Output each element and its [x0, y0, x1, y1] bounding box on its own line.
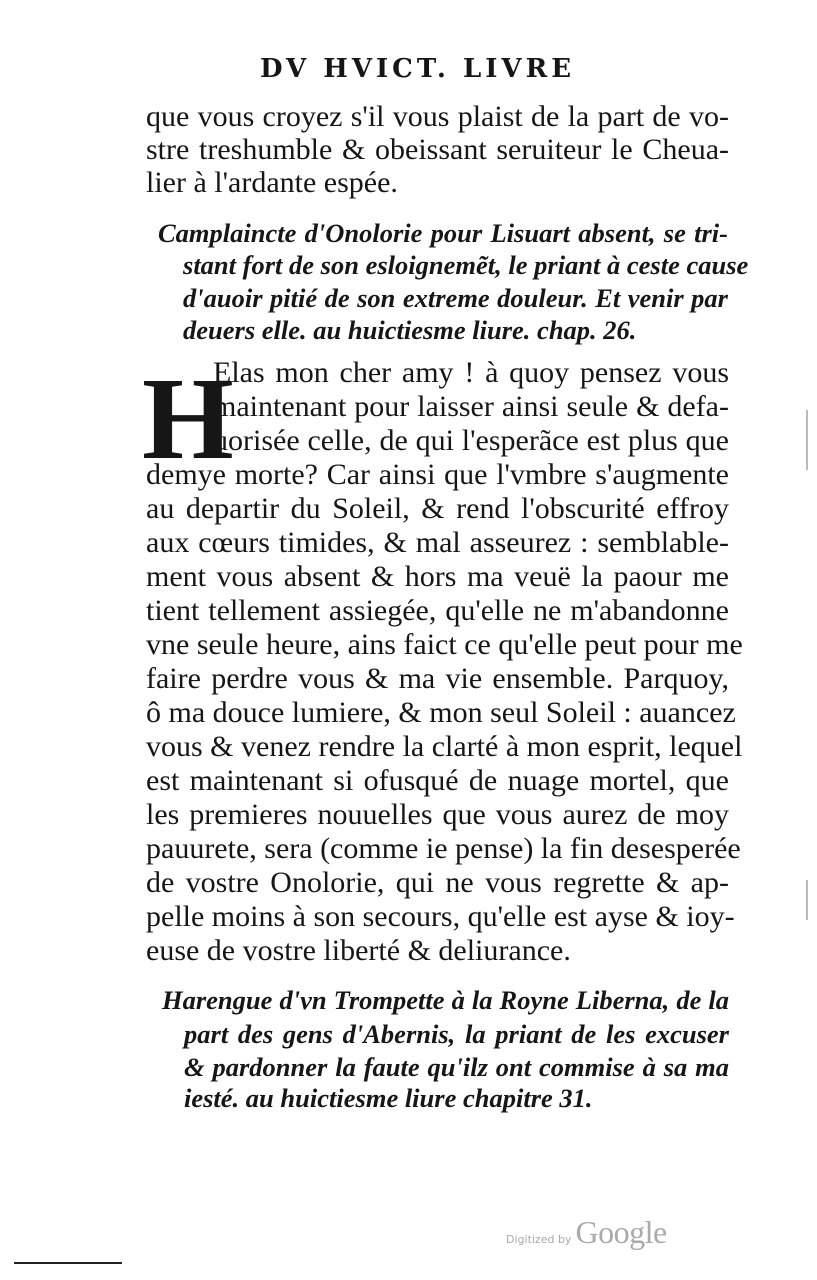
running-header: DV HVICT. LIVRE — [259, 54, 576, 84]
google-logo: Google — [575, 1214, 667, 1250]
watermark-prefix: Digitized by — [506, 1233, 572, 1246]
text-line: ment vous absent & hors ma veuë la paour me — [146, 560, 729, 593]
text-line: uorisée celle, de qui l'esperãce est plus que — [213, 424, 729, 457]
text-line: stre treshumble & obeissant seruiteur le Cheua- — [146, 133, 729, 166]
text-line: les premieres nouuelles que vous aurez de moy — [146, 798, 729, 831]
text-line: euse de vostre liberté & deliurance. — [146, 934, 571, 967]
chapter-heading-line: Harengue d'vn Trompette à la Royne Liberna, de la — [162, 985, 729, 1015]
text-line: vous & venez rendre la clarté à mon esprit, lequel — [146, 730, 743, 763]
text-line: Elas mon cher amy ! à quoy pensez vous — [213, 356, 729, 389]
chapter-heading-line: deuers elle. au huictiesme liure. chap. 26. — [183, 315, 637, 345]
text-line: aux cœurs timides, & mal asseurez : semblable- — [146, 526, 729, 559]
text-line: lier à l'ardante espée. — [146, 166, 398, 199]
scan-edge-mark — [14, 1262, 122, 1264]
scan-edge-mark — [806, 880, 808, 920]
text-line: pelle moins à son secours, qu'elle est ayse & ioy- — [146, 900, 735, 933]
digitized-watermark — [506, 1214, 667, 1251]
drop-cap: H — [142, 353, 234, 484]
text-line: que vous croyez s'il vous plaist de la part de vo- — [146, 100, 729, 133]
text-line: maintenant pour laisser ainsi seule & defa- — [213, 390, 729, 423]
text-line: ô ma douce lumiere, & mon seul Soleil : auancez — [146, 696, 736, 729]
chapter-heading-line: stant fort de son esloignemẽt, le priant à ceste cause — [183, 250, 749, 280]
text-line: est maintenant si ofusqué de nuage mortel, que — [146, 764, 729, 797]
text-line: pauurete, sera (comme ie pense) la fin desesperée — [146, 832, 741, 865]
text-line: vne seule heure, ains faict ce qu'elle peut pour me — [146, 628, 743, 661]
chapter-heading-line: iesté. au huictiesme liure chapitre 31. — [184, 1083, 593, 1113]
text-line: demye morte? Car ainsi que l'vmbre s'augmente — [146, 458, 729, 491]
chapter-heading-line: Camplaincte d'Onolorie pour Lisuart absent, se tri- — [158, 218, 728, 248]
chapter-heading-line: d'auoir pitié de son extreme douleur. Et venir par — [183, 283, 728, 313]
text-line: tient tellement assiegée, qu'elle ne m'abandonne — [146, 594, 729, 627]
text-line: au departir du Soleil, & rend l'obscurité effroy — [146, 492, 729, 525]
chapter-heading-line: part des gens d'Abernis, la priant de les excuser — [184, 1019, 729, 1049]
chapter-heading-line: & pardonner la faute qu'ilz ont commise à sa ma — [184, 1052, 729, 1082]
scan-edge-mark — [806, 410, 808, 470]
text-line: de vostre Onolorie, qui ne vous regrette & ap- — [146, 866, 729, 899]
text-line: faire perdre vous & ma vie ensemble. Parquoy, — [146, 662, 729, 695]
